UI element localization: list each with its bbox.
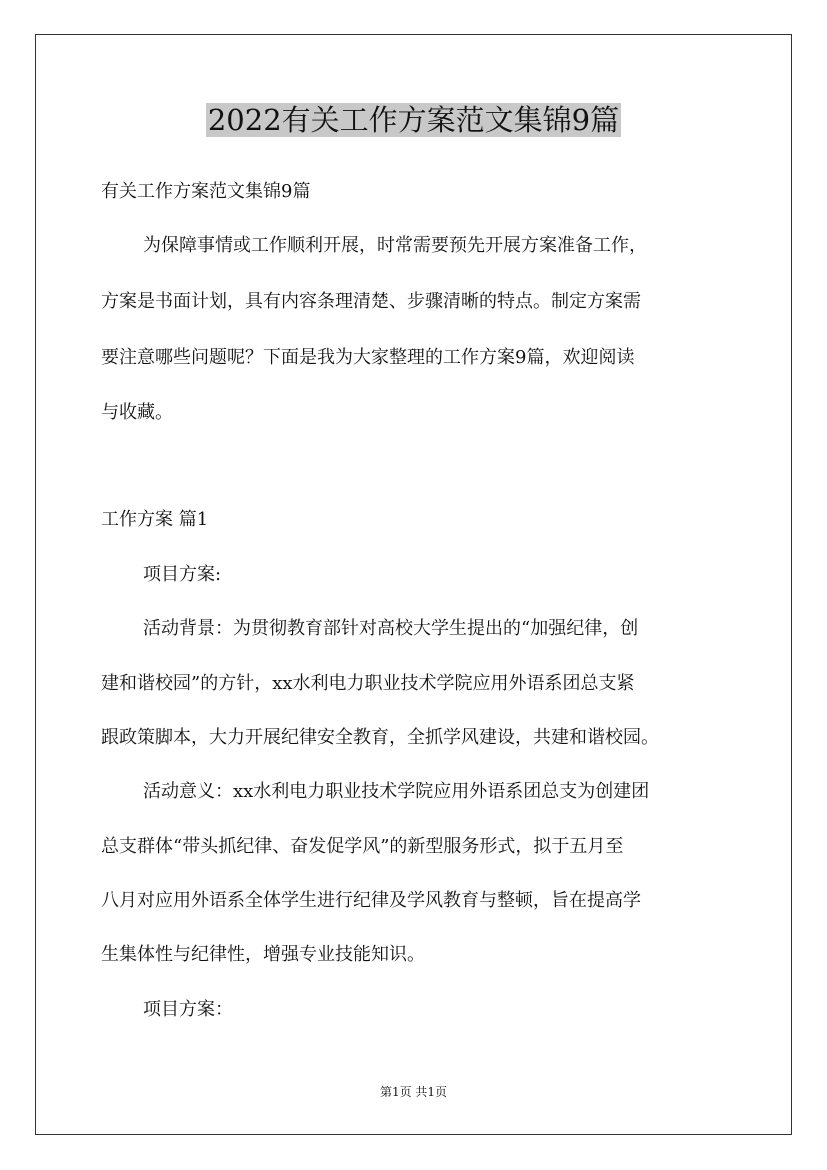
document-title: [0, 100, 827, 140]
significance-paragraph-line-2: 总支群体“带头抓纪律、奋发促学风”的新型服务形式，拟于五月至: [101, 836, 624, 857]
intro-paragraph-line-2: 方案是书面计划，具有内容条理清楚、步骤清晰的特点。制定方案需: [101, 291, 641, 312]
document-title-text: 2022有关工作方案范文集锦9篇: [207, 103, 620, 137]
subtitle-line: 有关工作方案范文集锦9篇: [101, 181, 311, 202]
intro-paragraph-line-1: 为保障事情或工作顺利开展，时常需要预先开展方案准备工作，: [143, 235, 647, 256]
intro-paragraph-line-3: 要注意哪些问题呢？下面是我为大家整理的工作方案9篇，欢迎阅读: [101, 347, 635, 368]
significance-paragraph-line-3: 八月对应用外语系全体学生进行纪律及学风教育与整顿，旨在提高学: [101, 890, 641, 911]
background-paragraph-line-1: 活动背景：为贯彻教育部针对高校大学生提出的“加强纪律，创: [143, 618, 639, 639]
page-footer: 第1页 共1页: [379, 1085, 448, 1099]
intro-paragraph-line-4: 与收藏。: [101, 402, 173, 423]
project-plan-label-2: 项目方案：: [143, 999, 233, 1020]
background-paragraph-line-3: 跟政策脚本，大力开展纪律安全教育，全抓学风建设，共建和谐校园。: [101, 727, 659, 748]
significance-paragraph-line-1: 活动意义：xx水利电力职业技术学院应用外语系团总支为创建团: [143, 781, 650, 802]
section-heading: 工作方案 篇1: [101, 509, 209, 530]
background-paragraph-line-2: 建和谐校园”的方针，xx水利电力职业技术学院应用外语系团总支紧: [101, 673, 635, 694]
project-plan-label: 项目方案:: [143, 564, 222, 585]
significance-paragraph-line-4: 生集体性与纪律性，增强专业技能知识。: [101, 944, 425, 965]
